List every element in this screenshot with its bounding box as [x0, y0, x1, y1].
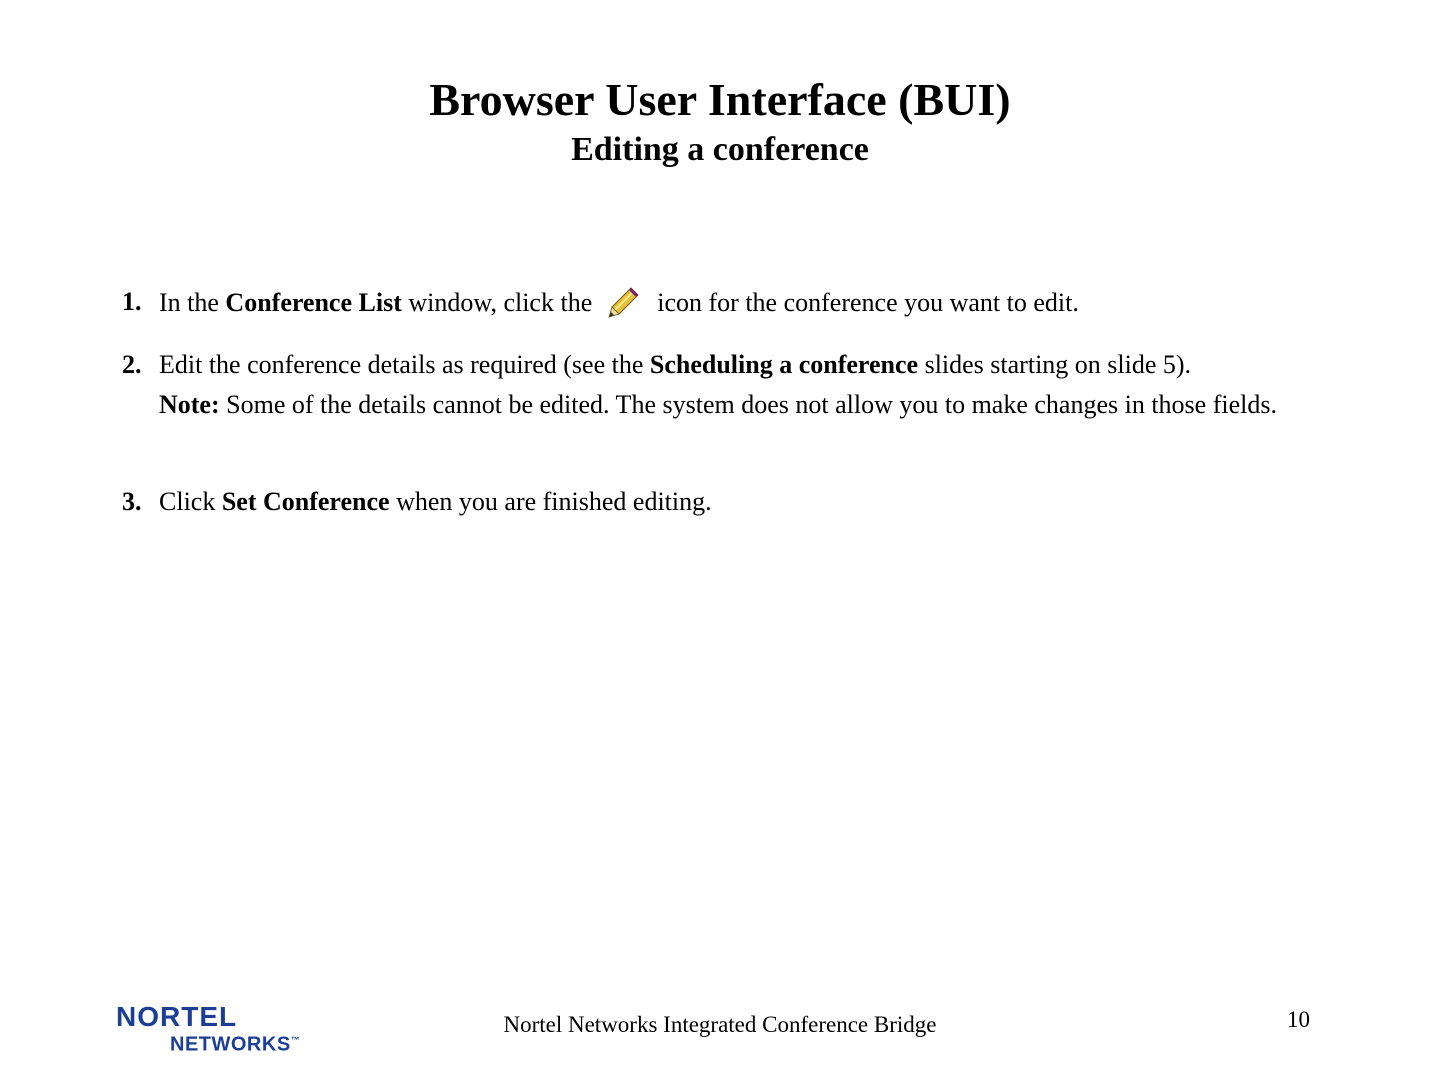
step-text: slides starting on slide 5). — [918, 350, 1192, 379]
step-text: Click — [159, 487, 222, 516]
note-text: Some of the details cannot be edited. The system does not allow you to make changes in those fields. — [219, 390, 1277, 419]
footer-product-name: Nortel Networks Integrated Conference Bridge — [503, 1012, 937, 1037]
step-bold-term: Scheduling a conference — [649, 350, 919, 379]
step-note — [159, 388, 1319, 422]
logo-wordmark-networks: NETWORKS™ — [170, 1033, 301, 1056]
step-body — [159, 348, 1319, 422]
step-number: 1. — [122, 287, 142, 316]
page-number: 10 — [1287, 1007, 1310, 1032]
logo-wordmark-nortel: NORTEL — [116, 1001, 238, 1032]
step-text: when you are finished editing. — [389, 487, 712, 516]
step-text: In the — [159, 288, 226, 317]
step-text: icon for the conference you want to edit. — [650, 288, 1079, 317]
pencil-icon — [607, 285, 641, 319]
step-bold-term: Set Conference — [221, 487, 390, 516]
step-body — [159, 485, 1319, 519]
slide-subtitle: Editing a conference — [571, 131, 869, 168]
step-text: window, click the — [401, 288, 599, 317]
step-body — [159, 285, 1319, 320]
step-text: Edit the conference details as required (see the — [159, 350, 650, 379]
slide-title: Browser User Interface (BUI) — [429, 74, 1011, 125]
step-number: 2. — [122, 350, 142, 379]
step-number: 3. — [122, 487, 142, 516]
note-label: Note: — [159, 390, 220, 419]
step-bold-term: Conference List — [225, 288, 402, 317]
